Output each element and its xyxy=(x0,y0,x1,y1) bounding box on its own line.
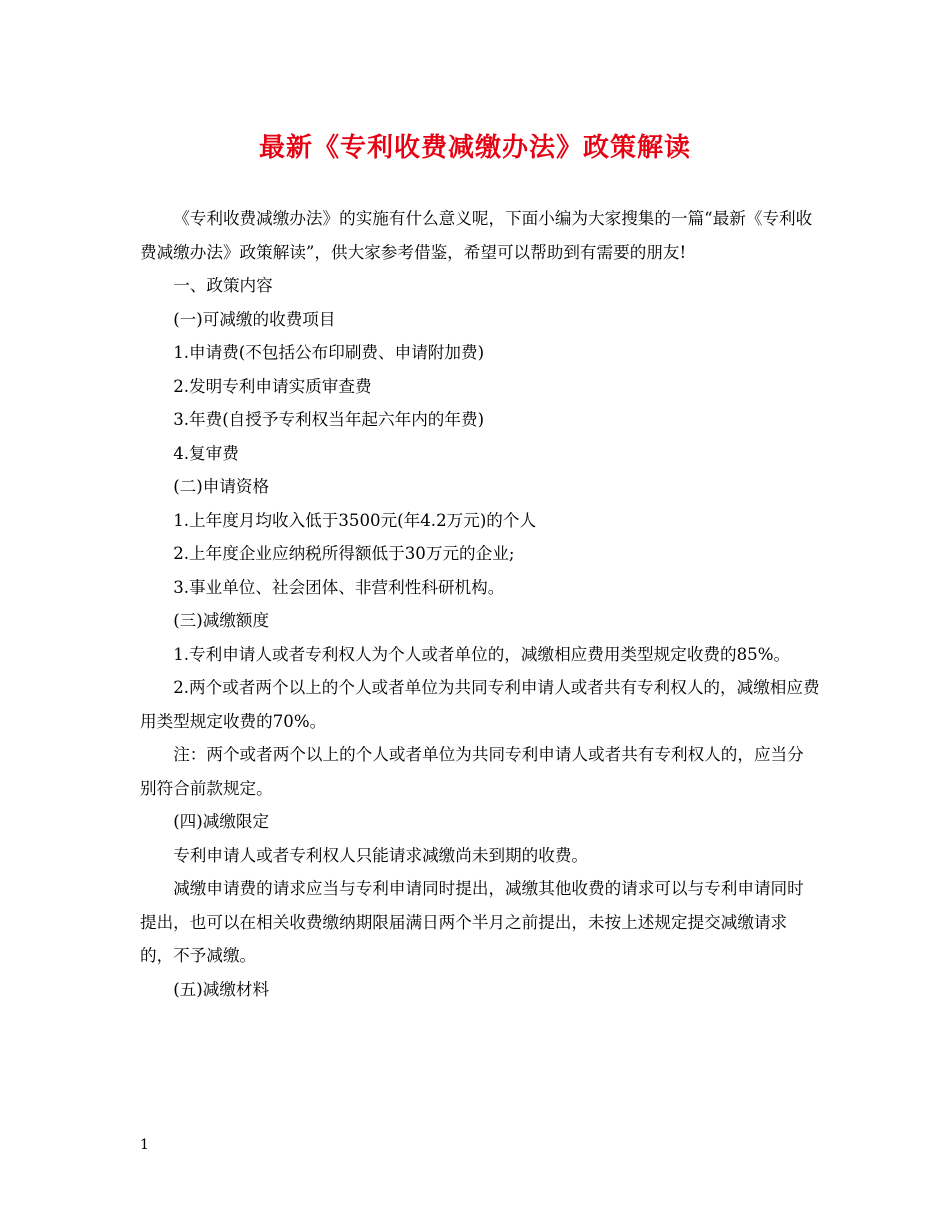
paragraph-intro: 《专利收费减缴办法》的实施有什么意义呢，下面小编为大家搜集的一篇“最新《专利收费减缴办法》政策解读”，供大家参考借鉴，希望可以帮助到有需要的朋友! xyxy=(140,209,813,262)
note-paragraph: 注：两个或者两个以上的个人或者单位为共同专利申请人或者共有专利权人的，应当分别符合前款规定。 xyxy=(140,745,804,798)
section-heading-policy-content: 一、政策内容 xyxy=(173,276,273,295)
subheading-reduction-limits: (四)减缴限定 xyxy=(173,812,270,831)
subheading-fee-items: (一)可减缴的收费项目 xyxy=(173,309,336,329)
subheading-qualification: (二)申请资格 xyxy=(173,477,270,496)
list-item: 4.复审费 xyxy=(173,443,239,463)
document-title: 最新《专利收费减缴办法》政策解读 xyxy=(258,133,691,163)
list-item: 2.上年度企业应纳税所得额低于30万元的企业; xyxy=(173,544,515,563)
subheading-reduction-materials: (五)减缴材料 xyxy=(173,979,270,999)
list-item: 1.上年度月均收入低于3500元(年4.2万元)的个人 xyxy=(173,510,537,530)
list-item: 1.申请费(不包括公布印刷费、申请附加费) xyxy=(173,343,485,362)
page-number: 1 xyxy=(140,1137,149,1153)
subheading-reduction-amount: (三)减缴额度 xyxy=(173,611,270,630)
list-item: 1.专利申请人或者专利权人为个人或者单位的，减缴相应费用类型规定收费的85%。 xyxy=(173,644,791,664)
body-paragraph: 减缴申请费的请求应当与专利申请同时提出，减缴其他收费的请求可以与专利申请同时提出，也可以在相关收费缴纳期限届满日两个半月之前提出，未按上述规定提交减缴请求的，不予减缴。 xyxy=(140,879,804,965)
list-item: 3.事业单位、社会团体、非营利性科研机构。 xyxy=(173,577,505,597)
document-body xyxy=(140,202,820,1006)
list-item: 2.两个或者两个以上的个人或者单位为共同专利申请人或者共有专利权人的，减缴相应费用类型规定收费的70%。 xyxy=(140,678,820,731)
list-item: 3.年费(自授予专利权当年起六年内的年费) xyxy=(173,410,485,429)
body-paragraph: 专利申请人或者专利权人只能请求减缴尚未到期的收费。 xyxy=(173,845,589,865)
list-item: 2.发明专利申请实质审查费 xyxy=(173,376,372,396)
